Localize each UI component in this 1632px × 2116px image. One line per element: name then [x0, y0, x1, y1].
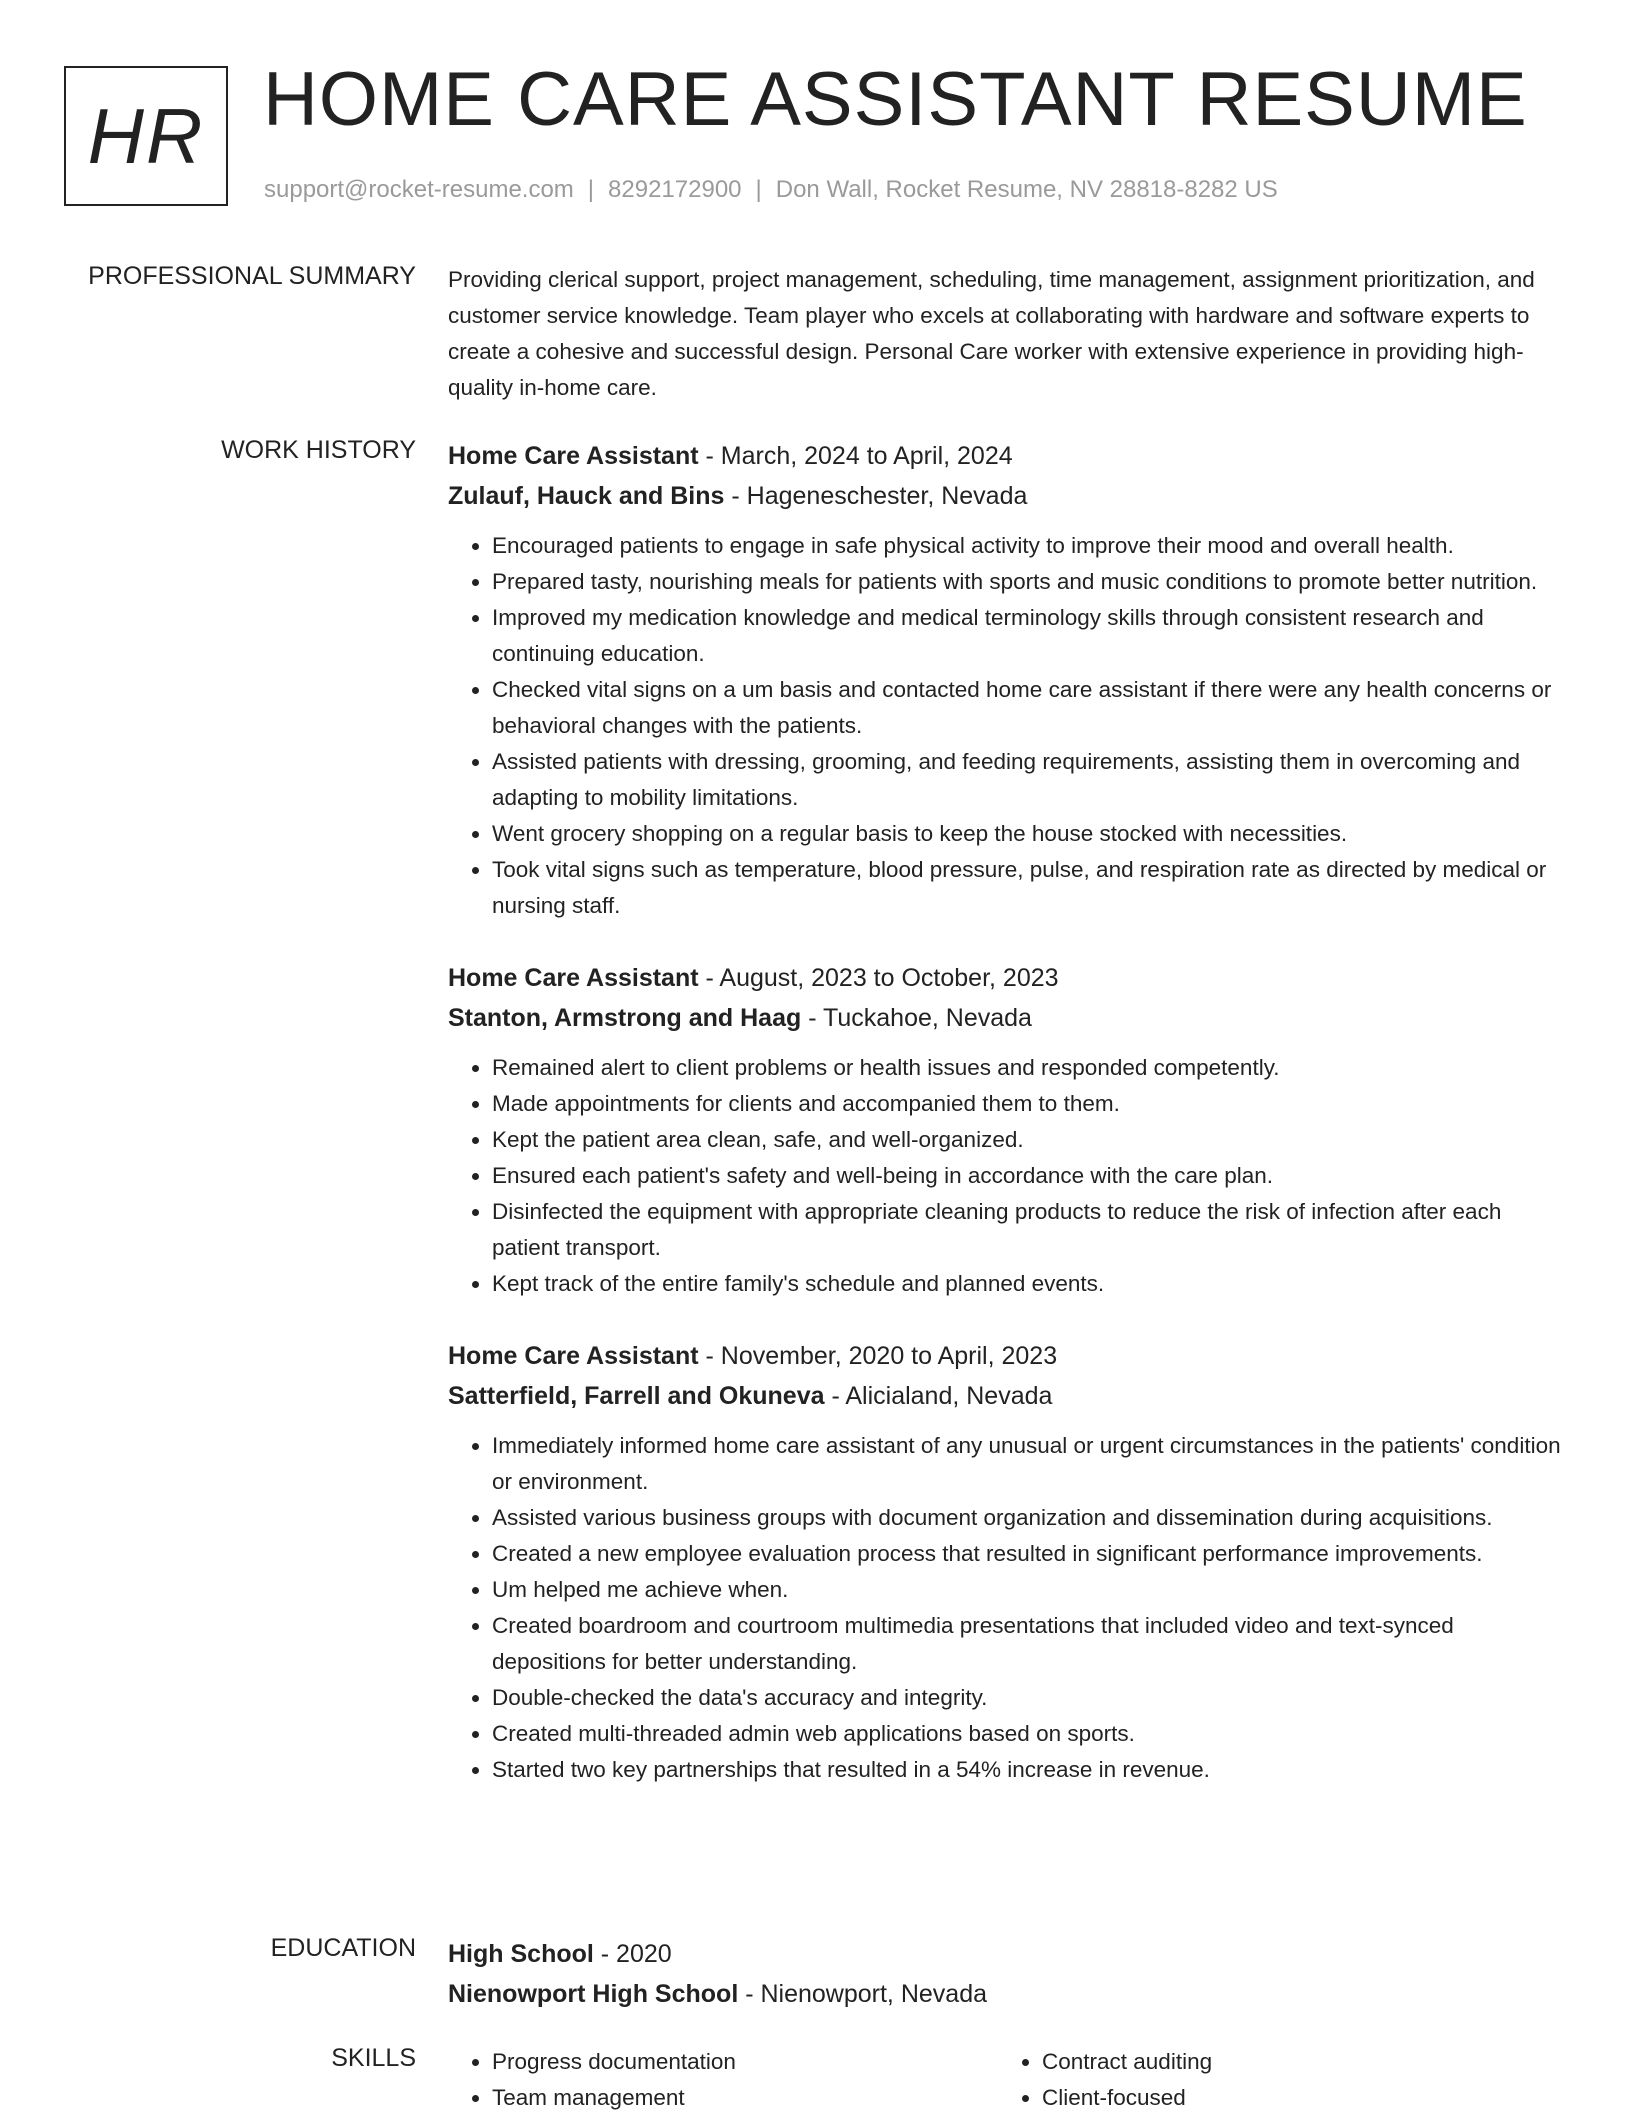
section-label-summary: PROFESSIONAL SUMMARY [88, 262, 416, 290]
job-bullet: • Created boardroom and courtroom multimedia presentations that included video and text-synced depositions for better understanding. [492, 1608, 1568, 1680]
education-body [448, 1934, 1568, 2014]
contact-separator: | [755, 176, 762, 203]
job-location: - Hageneschester, Nevada [724, 482, 1028, 510]
job-bullet: • Ensured each patient's safety and well-being in accordance with the care plan. [492, 1158, 1568, 1194]
job-company-line [448, 476, 1568, 516]
skill-item: • Team management [492, 2080, 998, 2116]
skills-body [448, 2044, 1568, 2116]
job-title: Home Care Assistant [448, 1342, 699, 1370]
job-entry [448, 1336, 1568, 1788]
contact-address: Don Wall, Rocket Resume, NV 28818-8282 US [775, 176, 1278, 203]
job-title-line [448, 436, 1568, 476]
job-bullet: • Started two key partnerships that resulted in a 54% increase in revenue. [492, 1752, 1568, 1788]
education-location: - Nienowport, Nevada [738, 1980, 987, 2008]
contact-phone: 8292172900 [608, 176, 742, 203]
job-bullet: • Encouraged patients to engage in safe physical activity to improve their mood and overall health. [492, 528, 1568, 564]
job-bullet-list [448, 1428, 1568, 1788]
summary-body [448, 262, 1568, 406]
job-bullet-list [448, 1050, 1568, 1302]
work-history-body [448, 436, 1568, 1822]
job-bullet: • Remained alert to client problems or health issues and responded competently. [492, 1050, 1568, 1086]
section-label-skills: SKILLS [331, 2044, 416, 2072]
job-title: Home Care Assistant [448, 964, 699, 992]
education-degree: High School [448, 1940, 594, 1968]
skills-list-left [448, 2044, 998, 2116]
monogram-logo: HR [64, 66, 228, 206]
job-bullet: • Assisted patients with dressing, grooming, and feeding requirements, assisting them in overcoming and adapting to mobility limitations. [492, 744, 1568, 816]
section-label-education: EDUCATION [270, 1934, 416, 1962]
job-title-line [448, 1336, 1568, 1376]
skill-item: • Progress documentation [492, 2044, 998, 2080]
job-entry [448, 958, 1568, 1302]
education-school-line [448, 1974, 1568, 2014]
contact-line [264, 176, 1278, 204]
job-company: Satterfield, Farrell and Okuneva [448, 1382, 825, 1410]
job-dates: - November, 2020 to April, 2023 [698, 1342, 1058, 1370]
job-company: Stanton, Armstrong and Haag [448, 1004, 802, 1032]
job-company-line [448, 998, 1568, 1038]
job-bullet: • Disinfected the equipment with appropriate cleaning products to reduce the risk of infection after each patient transport. [492, 1194, 1568, 1266]
job-location: - Tuckahoe, Nevada [801, 1004, 1032, 1032]
job-bullet: • Kept the patient area clean, safe, and well-organized. [492, 1122, 1568, 1158]
contact-separator: | [587, 176, 595, 203]
skills-list-right [998, 2044, 1548, 2116]
job-title-line [448, 958, 1568, 998]
education-year: - 2020 [593, 1940, 672, 1968]
job-bullet: • Created a new employee evaluation process that resulted in significant performance improvements. [492, 1536, 1568, 1572]
education-degree-line [448, 1934, 1568, 1974]
job-bullet: • Went grocery shopping on a regular basis to keep the house stocked with necessities. [492, 816, 1568, 852]
job-company-line [448, 1376, 1568, 1416]
job-bullet: • Double-checked the data's accuracy and integrity. [492, 1680, 1568, 1716]
job-bullet: • Immediately informed home care assistant of any unusual or urgent circumstances in the patients' condition or environment. [492, 1428, 1568, 1500]
summary-text: Providing clerical support, project management, scheduling, time management, assignment prioritization, and customer service knowledge. Team player who excels at collaborating with hardware and software experts to create a cohesive and successful design. Personal Care worker with extensive experience in providing high-quality in-home care. [448, 267, 1535, 400]
job-bullet: • Assisted various business groups with document organization and dissemination during acquisitions. [492, 1500, 1568, 1536]
job-company: Zulauf, Hauck and Bins [448, 482, 725, 510]
section-label-work-history: WORK HISTORY [221, 436, 416, 464]
job-entry [448, 436, 1568, 924]
job-bullet: • Created multi-threaded admin web applications based on sports. [492, 1716, 1568, 1752]
education-school: Nienowport High School [448, 1980, 739, 2008]
page-title: HOME CARE ASSISTANT RESUME [263, 57, 1528, 142]
job-title: Home Care Assistant [448, 442, 699, 470]
contact-email: support@rocket-resume.com [264, 176, 574, 203]
job-bullet: • Made appointments for clients and accompanied them to them. [492, 1086, 1568, 1122]
job-bullet: • Checked vital signs on a um basis and contacted home care assistant if there were any health concerns or behavioral changes with the patients. [492, 672, 1568, 744]
skill-item: • Contract auditing [1042, 2044, 1548, 2080]
job-bullet: • Took vital signs such as temperature, blood pressure, pulse, and respiration rate as directed by medical or nursing staff. [492, 852, 1568, 924]
job-bullet: • Prepared tasty, nourishing meals for patients with sports and music conditions to promote better nutrition. [492, 564, 1568, 600]
job-location: - Alicialand, Nevada [824, 1382, 1053, 1410]
job-bullet: • Improved my medication knowledge and medical terminology skills through consistent research and continuing education. [492, 600, 1568, 672]
skill-item: • Client-focused [1042, 2080, 1548, 2116]
job-bullet: • Kept track of the entire family's schedule and planned events. [492, 1266, 1568, 1302]
job-dates: - March, 2024 to April, 2024 [698, 442, 1013, 470]
job-bullet: • Um helped me achieve when. [492, 1572, 1568, 1608]
job-dates: - August, 2023 to October, 2023 [698, 964, 1059, 992]
job-bullet-list [448, 528, 1568, 924]
